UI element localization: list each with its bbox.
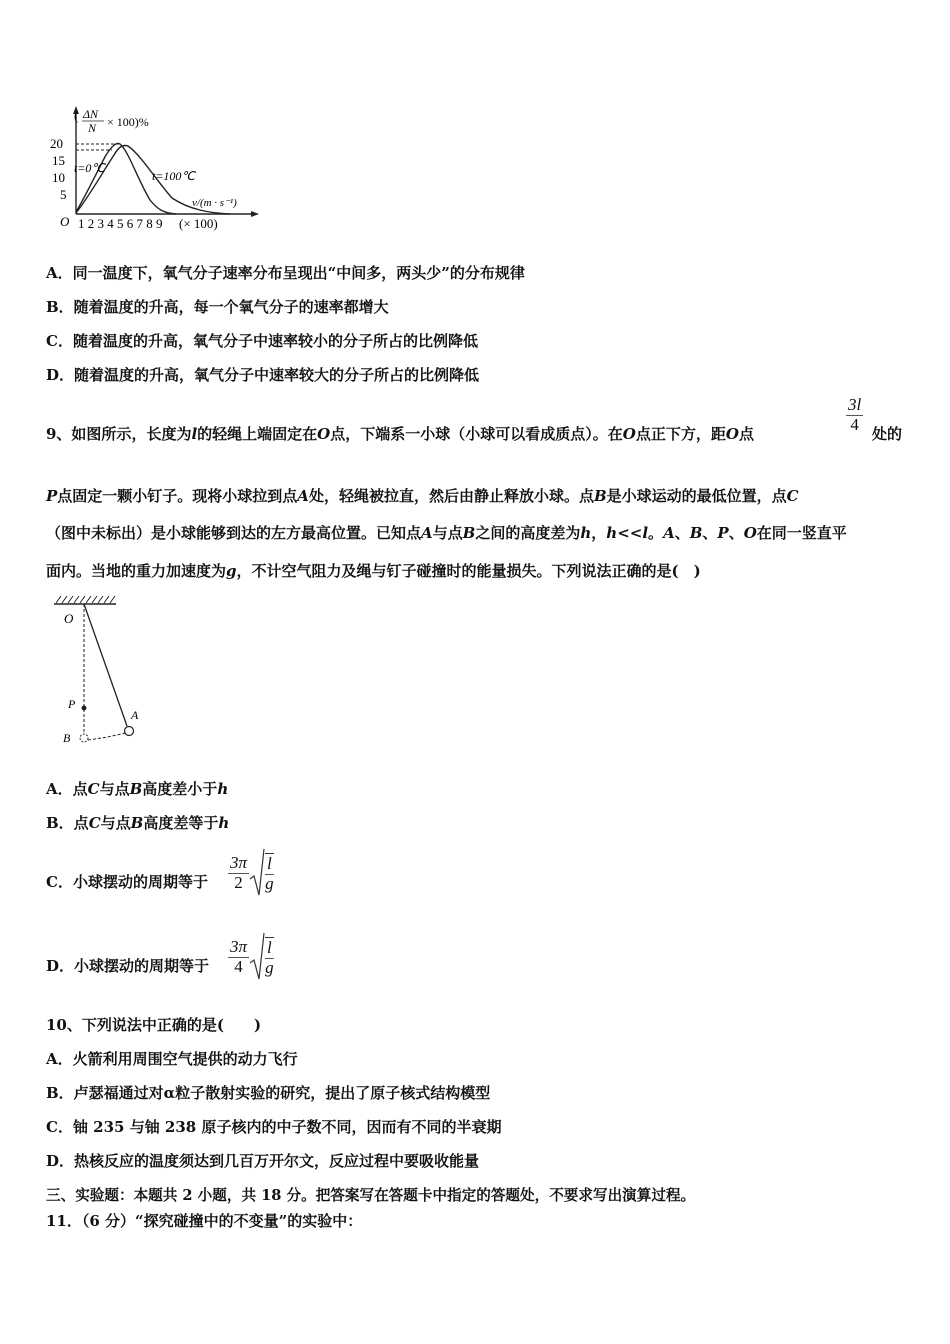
q9-stem-line2: P点固定一颗小钉子。现将小球拉到点A处，轻绳被拉直，然后由静止释放小球。点B是小球运动的最低位置，点C <box>46 487 799 505</box>
q9-stem-line3: （图中未标出）是小球能够到达的左方最高位置。已知点A与点B之间的高度差为h，h<<l。A、B、P、O在同一竖直平 <box>46 524 847 542</box>
origin-label: O <box>60 214 70 229</box>
x-unit: (× 100) <box>179 216 218 231</box>
point-a-label: A <box>131 708 139 722</box>
section-3-heading: 三、实验题：本题共 2 小题，共 18 分。把答案写在答题卡中指定的答题处，不要求写出演算过程。 <box>46 1187 696 1204</box>
q8-option-d: D．随着温度的升高，氧气分子中速率较大的分子所占的比例降低 <box>46 366 480 384</box>
period-formula-d: $\frac{3\pi}{4}$ $\frac{l}{g}$ <box>228 931 274 983</box>
q10-stem: 10、下列说法中正确的是( ) <box>46 1016 262 1034</box>
three-quarter-l-fraction: 3l 4 <box>848 395 862 434</box>
sqrt-sign <box>249 931 265 983</box>
y-label-num: ΔN <box>83 107 99 121</box>
q9-option-a: A．点C与点B高度差小于h <box>46 780 229 798</box>
q8-option-b: B．随着温度的升高，每一个氧气分子的速率都增大 <box>46 298 389 316</box>
pendulum-figure <box>50 592 160 752</box>
q10-option-c: C．铀 235 与铀 238 原子核内的中子数不同，因而有不同的半衰期 <box>46 1118 502 1136</box>
q9-stem-line4: 面内。当地的重力加速度为g，不计空气阻力及绳与钉子碰撞时的能量损失。下列说法正确的是( ) <box>46 562 701 580</box>
q11-stem: 11．（6 分）“探究碰撞中的不变量”的实验中： <box>46 1212 363 1230</box>
q9-option-d: D．小球摆动的周期等于 <box>46 957 210 975</box>
q9-option-c: C．小球摆动的周期等于 <box>46 873 208 891</box>
curve-label-0: t=0℃ <box>74 161 105 175</box>
q8-option-c: C．随着温度的升高，氧气分子中速率较小的分子所占的比例降低 <box>46 332 478 350</box>
point-o-label: O <box>64 611 74 626</box>
point-p-label: P <box>68 697 76 711</box>
y-label-open: ( <box>74 108 79 123</box>
q9-stem-line1: 9、如图所示，长度为l的轻绳上端固定在O点，下端系一小球（小球可以看成质点）。在O点正下方，距O点 <box>46 425 754 443</box>
q9-option-b: B．点C与点B高度差等于h <box>46 814 230 832</box>
y-label-rest: × 100)% <box>107 115 149 129</box>
x-ticks: 1 2 3 4 5 6 7 8 9 <box>78 216 163 231</box>
period-formula-c: $\frac{3\pi}{2}$ $\frac{l}{g}$ <box>228 847 274 899</box>
point-b-label: B <box>63 731 71 745</box>
y-tick-15: 15 <box>52 153 65 168</box>
q9-stem-line1-end: 处的 <box>872 425 903 443</box>
curve-label-100: t=100℃ <box>152 169 195 183</box>
q8-option-a: A．同一温度下，氧气分子速率分布呈现出“中间多，两头少”的分布规律 <box>46 264 525 282</box>
y-label-den: N <box>88 121 97 135</box>
q10-option-a: A．火箭利用周围空气提供的动力飞行 <box>46 1050 298 1068</box>
y-tick-5: 5 <box>60 187 67 202</box>
v-axis-label: v/(m · s⁻¹) <box>192 197 237 209</box>
y-tick-20: 20 <box>50 136 63 151</box>
q10-option-d: D．热核反应的温度须达到几百万开尔文，反应过程中要吸收能量 <box>46 1152 480 1170</box>
y-tick-10: 10 <box>52 170 65 185</box>
speed-distribution-figure <box>40 100 270 235</box>
sqrt-sign <box>249 847 265 899</box>
q10-option-b: B．卢瑟福通过对α粒子散射实验的研究，提出了原子核式结构模型 <box>46 1084 491 1102</box>
